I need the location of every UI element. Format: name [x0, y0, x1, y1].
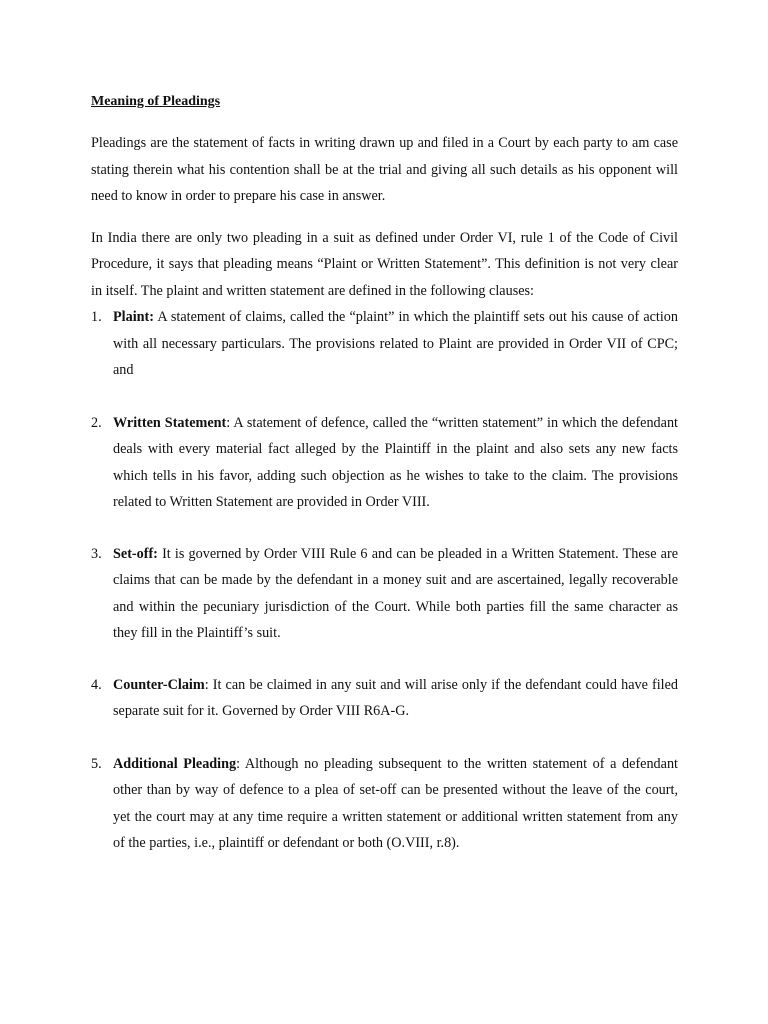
list-item-counter-claim: [91, 672, 678, 725]
list-item-plaint: [91, 304, 678, 384]
clauses-list: [91, 304, 678, 857]
clause-text: : A statement of defence, called the “written statement” in which the defendant deals with every material fact alleged by the Plaintiff in the plaint and also sets any new facts which tells in his favor, adding such objection as he wishes to take to the claim. The provisions related to Written Statement are provided in Order VIII.: [113, 414, 678, 510]
clause-text: It is governed by Order VIII Rule 6 and can be pleaded in a Written Statement. These are claims that can be made by the defendant in a money suit and are ascertained, legally recoverable and within the pecuniary jurisdiction of the Court. While both parties fill the same character as they fill in the Plaintiff’s suit.: [113, 545, 678, 641]
clause-text: : Although no pleading subsequent to the written statement of a defendant other than by way of defence to a plea of set-off can be presented without the leave of the court, yet the court may at any time require a written statement or additional written statement from any of the parties, i.e., plaintiff or defendant or both (O.VIII, r.8).: [113, 755, 678, 851]
clause-term: Set-off:: [113, 545, 158, 562]
clause-text: : It can be claimed in any suit and will arise only if the defendant could have filed separate suit for it. Governed by Order VIII R6A-G.: [113, 676, 678, 719]
paragraph-definition: Pleadings are the statement of facts in writing drawn up and filed in a Court by each party to am case stating therein what his contention shall be at the trial and giving all such details as his opponent will need to know in order to prepare his case in answer.: [91, 135, 678, 204]
list-item-additional-pleading: [91, 751, 678, 857]
document-page: [91, 92, 678, 857]
clause-term: Plaint:: [113, 309, 154, 325]
clause-term: Additional Pleading: [113, 755, 237, 772]
list-item-set-off: [91, 541, 678, 647]
page-title: Meaning of Pleadings: [91, 94, 221, 109]
list-number: 1.: [91, 309, 102, 325]
paragraph-india: In India there are only two pleading in a suit as defined under Order VI, rule 1 of the Code of Civil Procedure, it says that pleading means “Plaint or Written Statement”. This definition is not very clear in itself. The plaint and written statement are defined in the following clauses:: [91, 229, 678, 299]
list-number: 5.: [91, 755, 102, 772]
list-number: 2.: [91, 414, 102, 431]
clause-term: Written Statement: [113, 414, 227, 431]
list-number: 4.: [91, 676, 102, 693]
list-item-written-statement: [91, 410, 678, 516]
list-number: 3.: [91, 545, 102, 562]
clause-term: Counter-Claim: [113, 676, 205, 693]
clause-text: A statement of claims, called the “plaint” in which the plaintiff sets out his cause of action with all necessary particulars. The provisions related to Plaint are provided in Order VII of CPC; and: [113, 309, 678, 378]
